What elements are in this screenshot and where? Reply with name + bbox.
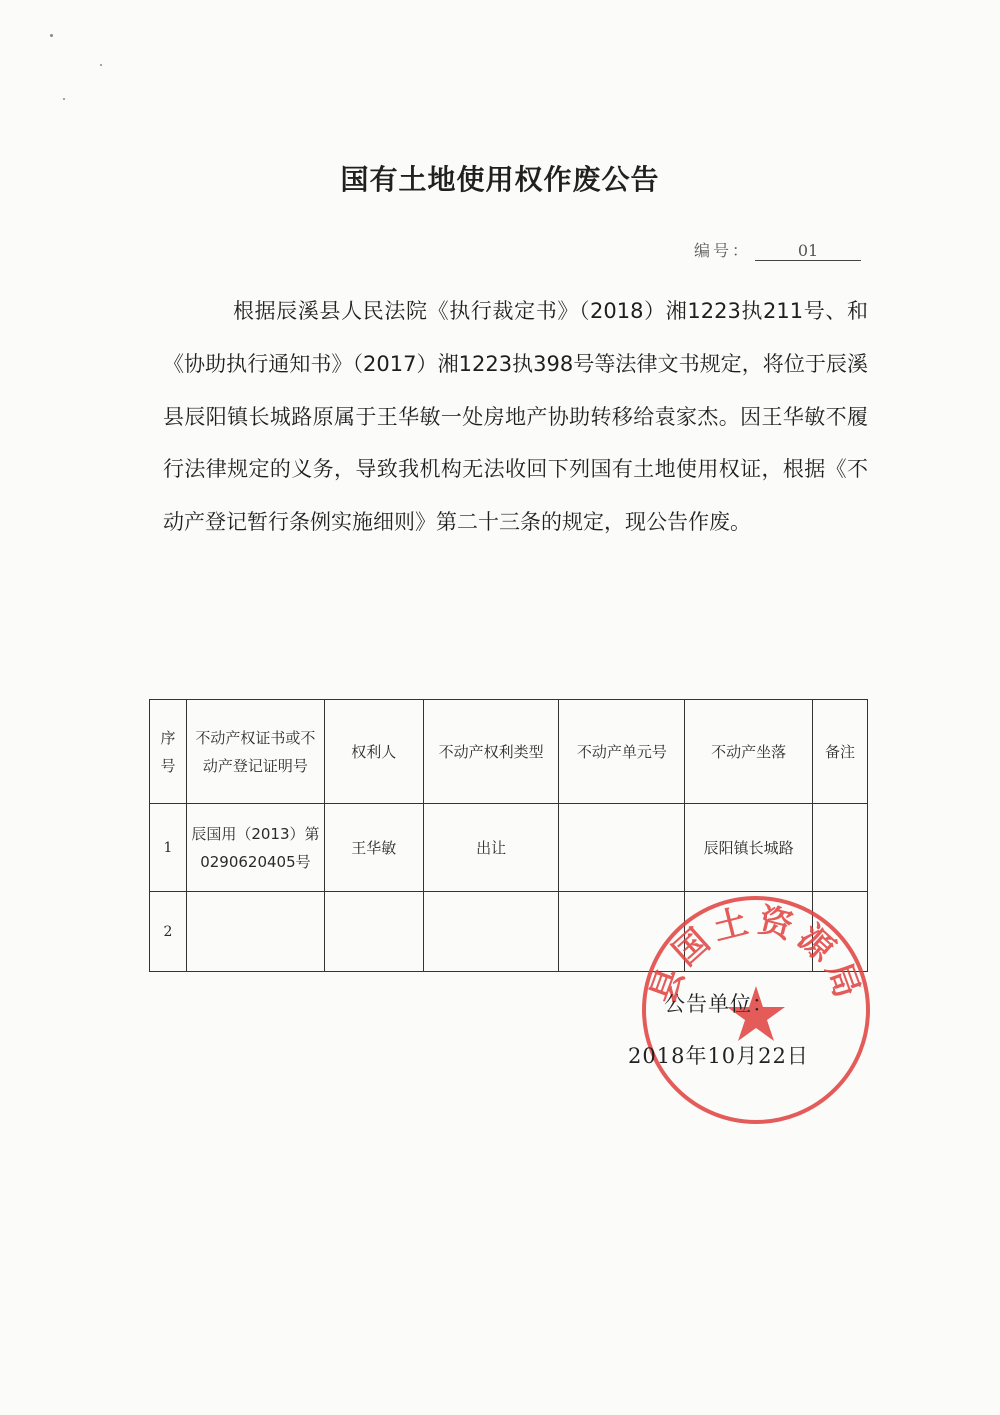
header-location: 不动产坐落 bbox=[685, 700, 813, 804]
cell-right-type bbox=[423, 892, 559, 972]
cell-certificate bbox=[186, 892, 324, 972]
header-unit-number: 不动产单元号 bbox=[559, 700, 685, 804]
cell-index: 2 bbox=[150, 892, 187, 972]
cell-certificate: 辰国用（2013）第0290620405号 bbox=[186, 804, 324, 892]
issue-date: 2018年10月22日 bbox=[628, 1044, 809, 1068]
document-number-value: 01 bbox=[755, 241, 861, 261]
cell-note bbox=[813, 804, 868, 892]
table-header-row bbox=[150, 700, 868, 804]
scan-speck bbox=[100, 64, 102, 66]
header-index: 序号 bbox=[150, 700, 187, 804]
cell-right-type: 出让 bbox=[423, 804, 559, 892]
cell-index: 1 bbox=[150, 804, 187, 892]
header-note: 备注 bbox=[813, 700, 868, 804]
header-certificate: 不动产权证书或不动产登记证明号 bbox=[186, 700, 324, 804]
scan-speck bbox=[50, 34, 53, 37]
table-row bbox=[150, 804, 868, 892]
seal-text: 县国土资源局 bbox=[642, 900, 870, 1009]
document-number bbox=[694, 238, 861, 261]
header-holder: 权利人 bbox=[324, 700, 423, 804]
document-number-label: 编号： bbox=[694, 241, 752, 260]
document-title: 国有土地使用权作废公告 bbox=[340, 163, 660, 196]
header-right-type: 不动产权利类型 bbox=[423, 700, 559, 804]
cell-holder bbox=[324, 892, 423, 972]
issuer-label: 公告单位： bbox=[664, 992, 774, 1016]
cell-location: 辰阳镇长城路 bbox=[685, 804, 813, 892]
body-paragraph: 根据辰溪县人民法院《执行裁定书》（2018）湘1223执211号、和《协助执行通知书》（2017）湘1223执398号等法律文书规定，将位于辰溪县辰阳镇长城路原属于王华敏一处房地产协助转移给袁家杰。因王华敏不履行法律规定的义务，导致我机构无法收回下列国有土地使用权证，根据《不动产登记暂行条例实施细则》第二十三条的规定，现公告作废。 bbox=[163, 299, 868, 535]
scan-speck bbox=[63, 98, 65, 100]
cell-unit-number bbox=[559, 804, 685, 892]
cell-holder: 王华敏 bbox=[324, 804, 423, 892]
